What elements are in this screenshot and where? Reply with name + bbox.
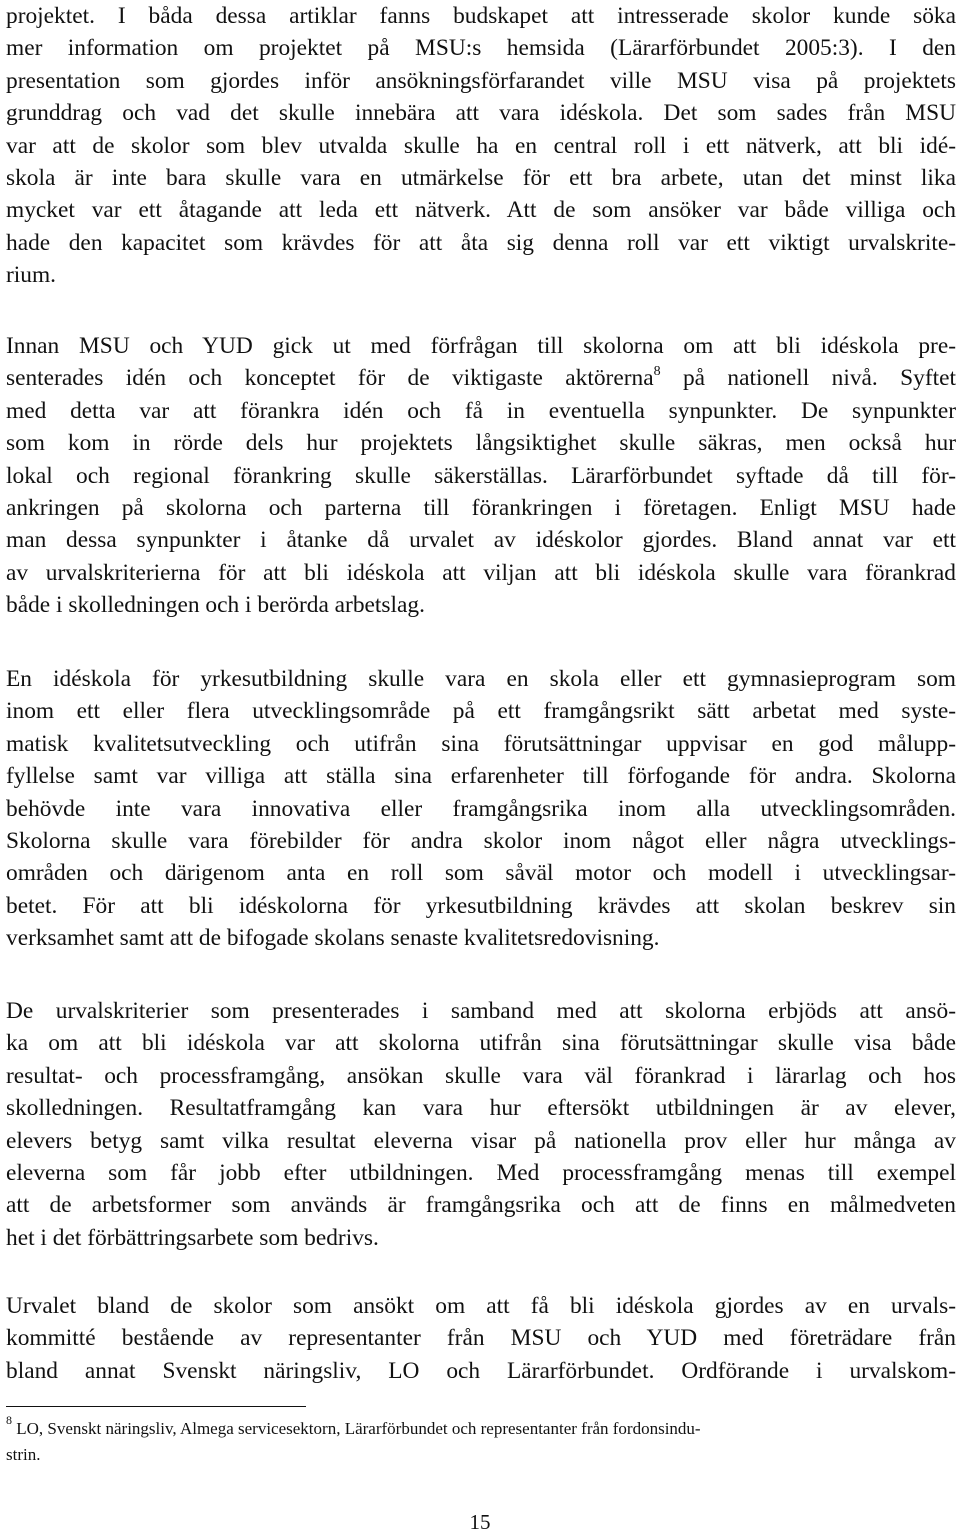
text-line: av urvalskriterierna för att bli idéskola att viljan att bli idéskola skulle vara förankrad xyxy=(6,559,956,586)
text-line: skola är inte bara skulle vara en utmärkelse för ett bra arbete, utan det minst lika xyxy=(6,165,956,192)
text-line: mer information om projektet på MSU:s hemsida (Lärarförbundet 2005:3). I den xyxy=(6,35,956,62)
text-line: lokal och regional förankring skulle säkerställas. Lärarförbundet syftade då till för- xyxy=(6,462,956,489)
footnote-reference[interactable]: 8 xyxy=(653,363,661,379)
text-line: inom ett eller flera utvecklingsområde på ett framgångsrikt sätt arbetat med syste- xyxy=(6,698,956,725)
text-line: behövde inte vara innovativa eller framgångsrika inom alla utvecklingsområden. xyxy=(6,795,956,822)
text-line: man dessa synpunkter i åtanke då urvalet av idéskolor gjordes. Bland annat var ett xyxy=(6,527,956,554)
text-line: fyllelse samt var villiga att ställa sina erfarenheter till förfogande för andra. Skolorna xyxy=(6,763,956,790)
text-line: ka om att bli idéskola var att skolorna utifrån sina förutsättningar skulle visa både xyxy=(6,1030,956,1057)
text-line: skolledningen. Resultatframgång kan vara hur eftersökt utbildningen är av elever, xyxy=(6,1095,956,1122)
paragraph-4 xyxy=(6,995,956,1254)
text-line: Skolorna skulle vara förebilder för andra skolor inom något eller några utvecklings- xyxy=(6,828,956,855)
text-line: mycket var ett åtagande att leda ett nätverk. Att de som ansöker var både villiga och xyxy=(6,197,956,224)
text-fragment: på nationell nivå. Syftet xyxy=(682,365,956,392)
text-line: ankringen på skolorna och parterna till förankringen i företagen. Enligt MSU hade xyxy=(6,495,956,522)
text-line: matisk kvalitetsutveckling och utifrån sina förutsättningar uppvisar en god målupp- xyxy=(6,730,956,757)
footnote-line xyxy=(6,1413,956,1442)
footnote-text: LO, Svenskt näringsliv, Almega servicesektorn, Lärarförbundet och representanter från fordonsindu- xyxy=(16,1419,701,1438)
paragraph-2 xyxy=(6,330,956,622)
page-number: 15 xyxy=(469,1510,491,1534)
text-line: verksamhet samt att de bifogade skolans senaste kvalitetsredovisning. xyxy=(6,925,660,952)
text-line: De urvalskriterier som presenterades i samband med att skolorna erbjöds att ansö- xyxy=(6,998,956,1024)
text-line: Urvalet bland de skolor som ansökt om att få bli idéskola gjordes av en urvals- xyxy=(6,1293,956,1319)
text-line: områden och därigenom anta en roll som såväl motor och modell i utvecklingsar- xyxy=(6,860,956,887)
text-line: Innan MSU och YUD gick ut med förfrågan till skolorna om att bli idéskola pre- xyxy=(6,333,956,359)
text-line: projektet. I båda dessa artiklar fanns budskapet att intresserade skolor kunde söka xyxy=(6,3,956,29)
text-line: grunddrag och vad det skulle innebära att vara idéskola. Det som sades från MSU xyxy=(6,100,956,127)
text-line: var att de skolor som blev utvalda skulle ha en central roll i ett nätverk, att bli idé- xyxy=(6,132,956,159)
text-line: presentation som gjordes inför ansökningsförfarandet ville MSU visa på projektets xyxy=(6,67,956,94)
text-line: med detta var att förankra idén och få in eventuella synpunkter. De synpunkter xyxy=(6,397,956,424)
footnote-number: 8 xyxy=(6,1413,12,1428)
text-line: både i skolledningen och i berörda arbetslag. xyxy=(6,592,425,619)
footnote-separator xyxy=(6,1406,306,1407)
text-line: eleverna som får jobb efter utbildningen. Med processframgång menas till exempel xyxy=(6,1160,956,1187)
text-fragment: senterades idén och konceptet för de viktigaste aktörerna xyxy=(6,365,654,392)
text-line: En idéskola för yrkesutbildning skulle vara en skola eller ett gymnasieprogram som xyxy=(6,666,956,692)
text-line: resultat- och processframgång, ansökan skulle vara väl förankrad i lärarlag och hos xyxy=(6,1062,956,1089)
paragraph-1 xyxy=(6,0,956,292)
text-line: het i det förbättringsarbete som bedrivs. xyxy=(6,1224,379,1251)
text-line: kommitté bestående av representanter från MSU och YUD med företrädare från xyxy=(6,1325,956,1352)
paragraph-5 xyxy=(6,1290,956,1387)
text-line-with-footnote xyxy=(6,362,956,394)
text-line: rium. xyxy=(6,262,57,289)
text-line: hade den kapacitet som krävdes för att åta sig denna roll var ett viktigt urvalskrite- xyxy=(6,229,956,256)
paragraph-3 xyxy=(6,663,956,955)
footnote xyxy=(6,1413,956,1468)
footnote-line: strin. xyxy=(6,1445,41,1464)
text-line: som kom in rörde dels hur projektets långsiktighet skulle säkras, men också hur xyxy=(6,430,956,457)
text-line: bland annat Svenskt näringsliv, LO och Lärarförbundet. Ordförande i urvalskom- xyxy=(6,1357,956,1384)
text-line: elevers betyg samt vilka resultat eleverna visar på nationella prov eller hur många av xyxy=(6,1127,956,1154)
text-line: betet. För att bli idéskolorna för yrkesutbildning krävdes att skolan beskrev sin xyxy=(6,892,956,919)
text-line: att de arbetsformer som används är framgångsrika och att de finns en målmedveten xyxy=(6,1192,956,1219)
